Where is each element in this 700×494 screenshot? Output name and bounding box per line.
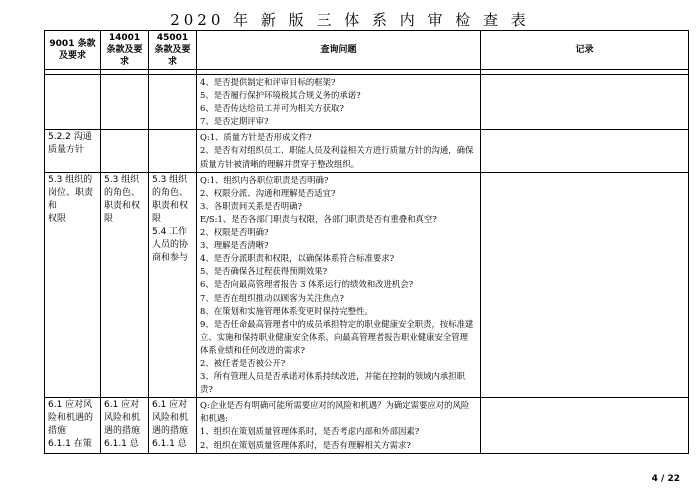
question-line: 体系业绩和任何改进的需求? xyxy=(200,344,305,355)
question-line: 6、是否传达给员工并可为相关方获取? xyxy=(200,103,344,114)
clause-line: 的角色、 xyxy=(152,187,189,198)
question-cell xyxy=(197,172,481,398)
table-row xyxy=(45,398,689,453)
question-line: 6、是否向最高管理者报告 3 体系运行的绩效和改进机会? xyxy=(200,279,414,290)
clause-line: 的角色、 xyxy=(104,187,141,198)
clause-line: 6.1 应对风 xyxy=(48,400,93,411)
clause-line: 措施 xyxy=(48,426,67,437)
clause-line: 遇的措施 xyxy=(152,426,189,437)
question-line: 5、是否履行保护环境极其合规义务的承诺? xyxy=(200,90,361,101)
record-cell[interactable] xyxy=(481,130,689,172)
header-questions: 查询问题 xyxy=(197,31,481,70)
question-line: 责? xyxy=(200,384,213,395)
page-number: 4 / 22 xyxy=(651,474,680,484)
clause-cell-9001 xyxy=(45,75,101,130)
clause-line: 6.1 应对 xyxy=(104,400,140,411)
clause-cell-45001 xyxy=(149,172,197,398)
question-line: 4、是否提供制定和评审目标的框架? xyxy=(200,77,336,87)
header-record: 记录 xyxy=(481,31,689,70)
clause-cell-9001 xyxy=(45,172,101,398)
clause-line: 遇的措施 xyxy=(104,426,141,437)
question-line: 3、所有管理人员是否承诺对体系持续改进，并能在控制的领域内承担职 xyxy=(200,371,465,382)
clause-cell-9001 xyxy=(45,130,101,172)
clause-cell-9001 xyxy=(45,398,101,453)
header-45001: 45001 条款及要求 xyxy=(149,31,197,70)
table-row xyxy=(45,75,689,130)
question-line: 1、组织在策划质量管理体系时，是否考虑内部和外部因素? xyxy=(200,426,420,437)
clause-line: 商和参与 xyxy=(152,252,189,263)
record-cell[interactable] xyxy=(481,75,689,130)
table-body xyxy=(45,75,689,454)
question-line: 9、是否任命最高管理者中的成员承担特定的职业健康安全职责，按标准建 xyxy=(200,318,474,329)
question-line: Q:企业是否有明确可能所需要应对的风险和机遇？为确定需要应对的风险 xyxy=(200,400,470,411)
clause-line: 6.1.1 总 xyxy=(152,439,187,450)
header-9001: 9001 条款及要求 xyxy=(45,31,101,70)
question-cell xyxy=(197,130,481,172)
question-line: 2、权限是否明确? xyxy=(200,227,269,238)
table-row xyxy=(45,172,689,398)
clause-cell-14001 xyxy=(101,172,149,398)
question-line: 7、是否在组织推动以顾客为关注焦点? xyxy=(200,292,344,303)
question-line: 3、理解是否清晰? xyxy=(200,240,269,251)
clause-line: 5.3 组织 xyxy=(104,174,140,185)
table-header-row xyxy=(45,31,689,70)
clause-line: 岗位、职责和 xyxy=(48,187,94,211)
question-line: 2、权限分派、沟通和理解是否适宜? xyxy=(200,187,336,198)
question-line: 2、是否有对组织员工、职能人员及利益相关方进行质量方针的沟通，确保 xyxy=(200,145,474,156)
question-line: 立、实施和保持职业健康安全体系，向最高管理者报告职业健康安全管理 xyxy=(200,331,468,342)
question-line: 5、是否确保各过程获得预期效果? xyxy=(200,266,328,277)
question-line: 7、是否定期评审? xyxy=(200,116,269,127)
question-line: 2、组织在策划质量管理体系时，是否有理解相关方需求? xyxy=(200,439,411,450)
question-cell xyxy=(197,75,481,130)
clause-line: 6.1.1 在策 xyxy=(48,439,92,450)
clause-line: 限 xyxy=(152,213,162,224)
clause-line: 限 xyxy=(104,213,114,224)
clause-line: 5.4 工作 xyxy=(152,226,188,237)
question-line: 和机遇: xyxy=(200,413,228,424)
clause-line: 5.3 组织的 xyxy=(48,174,93,185)
clause-line: 质量方针 xyxy=(48,145,85,156)
question-line: 3、各职责间关系是否明确? xyxy=(200,200,302,211)
header-14001: 14001 条款及要求 xyxy=(101,31,149,70)
clause-cell-45001 xyxy=(149,75,197,130)
clause-line: 6.1.1 总 xyxy=(104,439,139,450)
clause-cell-45001 xyxy=(149,130,197,172)
question-line: 4、是否分派职责和权限，以确保体系符合标准要求? xyxy=(200,253,395,264)
clause-line: 职责和权 xyxy=(152,200,189,211)
question-line: 8、在策划和实施管理体系变更时保持完整性。 xyxy=(200,305,373,316)
clause-cell-45001 xyxy=(149,398,197,453)
question-cell xyxy=(197,398,481,453)
question-line: Q:1、质量方针是否形成文件? xyxy=(200,132,312,143)
table-row xyxy=(45,130,689,172)
record-cell[interactable] xyxy=(481,172,689,398)
audit-checklist-table xyxy=(44,30,689,454)
clause-line: 权限 xyxy=(48,213,67,224)
clause-line: 5.3 组织 xyxy=(152,174,188,185)
question-line: 2、被任者是否被公开? xyxy=(200,357,286,368)
question-line: Q:1、组织内各职位职责是否明确? xyxy=(200,174,329,185)
document-title: 2020 年 新 版 三 体 系 内 审 检 查 表 xyxy=(170,11,530,29)
clause-line: 人员的协 xyxy=(152,239,189,250)
clause-line: 6.1 应对 xyxy=(152,400,188,411)
question-line: 质量方针被清晰的理解并贯穿于整改组织。 xyxy=(200,158,360,169)
clause-cell-14001 xyxy=(101,75,149,130)
record-cell[interactable] xyxy=(481,398,689,453)
clause-line: 风险和机 xyxy=(152,413,189,424)
clause-cell-14001 xyxy=(101,130,149,172)
clause-cell-14001 xyxy=(101,398,149,453)
clause-line: 职责和权 xyxy=(104,200,141,211)
clause-line: 风险和机 xyxy=(104,413,141,424)
clause-line: 5.2.2 沟通 xyxy=(48,132,92,143)
clause-line: 险和机遇的 xyxy=(48,413,94,424)
question-line: E/S:1、是否各部门职责与权限，各部门职责是否有重叠和真空? xyxy=(200,213,437,224)
